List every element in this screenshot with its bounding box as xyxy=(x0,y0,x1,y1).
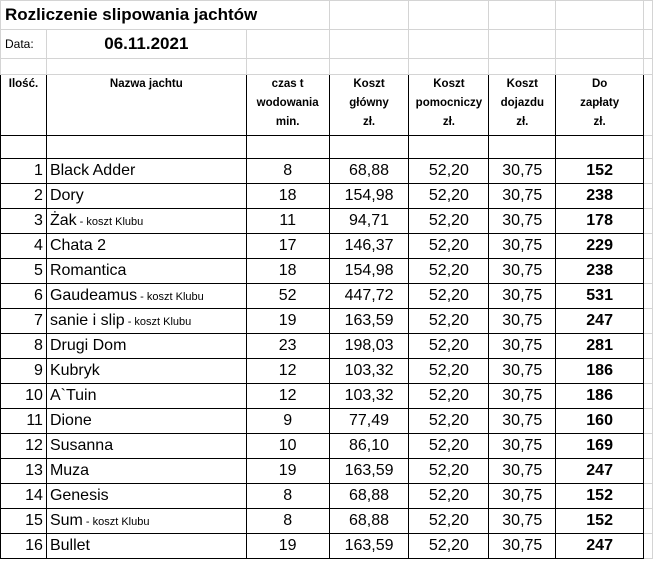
yacht-name[interactable] xyxy=(46,259,246,284)
header-main-line2: główny xyxy=(349,97,389,109)
club-cost-note: - koszt Klubu xyxy=(76,216,144,228)
aux-cost[interactable]: 52,20 xyxy=(409,384,489,409)
aux-cost[interactable]: 52,20 xyxy=(409,184,489,209)
launch-time[interactable]: 23 xyxy=(246,334,329,359)
total-to-pay[interactable]: 229 xyxy=(556,234,644,259)
yacht-name[interactable] xyxy=(46,509,246,534)
header-count[interactable]: Ilość. xyxy=(1,75,47,136)
table-row xyxy=(1,384,653,409)
yacht-name-text: Sum xyxy=(49,512,83,529)
launch-time[interactable]: 19 xyxy=(246,459,329,484)
table-row xyxy=(1,359,653,384)
travel-cost[interactable]: 30,75 xyxy=(489,309,556,334)
travel-cost[interactable]: 30,75 xyxy=(489,384,556,409)
header-time-line2: wodowania xyxy=(256,97,319,109)
main-cost[interactable]: 103,32 xyxy=(329,359,409,384)
aux-cost[interactable]: 52,20 xyxy=(409,309,489,334)
header-aux-line2: pomocniczy xyxy=(415,97,483,109)
total-to-pay[interactable]: 186 xyxy=(556,359,644,384)
row-number[interactable]: 2 xyxy=(1,184,47,209)
total-to-pay[interactable]: 238 xyxy=(556,184,644,209)
yacht-name-text: Muza xyxy=(49,462,90,479)
row-number[interactable]: 7 xyxy=(1,309,47,334)
main-cost[interactable]: 154,98 xyxy=(329,184,409,209)
main-cost[interactable]: 198,03 xyxy=(329,334,409,359)
yacht-name-text: Romantica xyxy=(49,262,127,279)
yacht-name[interactable] xyxy=(46,484,246,509)
row-number[interactable]: 14 xyxy=(1,484,47,509)
launch-time[interactable]: 18 xyxy=(246,184,329,209)
yacht-name-text: Żak xyxy=(49,212,77,229)
yacht-name-text: Dory xyxy=(49,187,84,204)
total-to-pay[interactable]: 281 xyxy=(556,334,644,359)
date-label[interactable]: Data: xyxy=(1,30,47,59)
launch-time[interactable]: 8 xyxy=(246,509,329,534)
yacht-name-text: Kubryk xyxy=(49,362,100,379)
aux-cost[interactable]: 52,20 xyxy=(409,259,489,284)
aux-cost[interactable]: 52,20 xyxy=(409,459,489,484)
row-number[interactable]: 12 xyxy=(1,434,47,459)
launch-time[interactable]: 8 xyxy=(246,159,329,184)
aux-cost[interactable]: 52,20 xyxy=(409,434,489,459)
header-main-line1: Koszt xyxy=(353,78,385,90)
yacht-name[interactable] xyxy=(46,534,246,559)
row-number[interactable]: 11 xyxy=(1,409,47,434)
main-cost[interactable]: 86,10 xyxy=(329,434,409,459)
header-main-line3: zł. xyxy=(362,116,376,128)
launch-time[interactable]: 19 xyxy=(246,309,329,334)
yacht-name-text: Susanna xyxy=(49,437,114,454)
yacht-name-text: A`Tuin xyxy=(49,387,97,404)
header-to-pay[interactable] xyxy=(556,75,644,136)
travel-cost[interactable]: 30,75 xyxy=(489,259,556,284)
header-time[interactable] xyxy=(246,75,329,136)
aux-cost[interactable]: 52,20 xyxy=(409,334,489,359)
main-cost[interactable]: 94,71 xyxy=(329,209,409,234)
header-main-cost[interactable] xyxy=(329,75,409,136)
header-name[interactable]: Nazwa jachtu xyxy=(46,75,246,136)
launch-time[interactable]: 9 xyxy=(246,409,329,434)
yacht-name[interactable] xyxy=(46,184,246,209)
travel-cost[interactable]: 30,75 xyxy=(489,184,556,209)
header-travel-line2: dojazdu xyxy=(500,97,545,109)
header-travel-line1: Koszt xyxy=(506,78,538,90)
yacht-name[interactable] xyxy=(46,209,246,234)
row-number[interactable]: 13 xyxy=(1,459,47,484)
travel-cost[interactable]: 30,75 xyxy=(489,459,556,484)
main-cost[interactable]: 163,59 xyxy=(329,534,409,559)
yacht-name-text: Chata 2 xyxy=(49,237,106,254)
aux-cost[interactable]: 52,20 xyxy=(409,409,489,434)
table-row xyxy=(1,184,653,209)
header-pay-line3: zł. xyxy=(593,116,606,128)
yacht-name[interactable] xyxy=(46,409,246,434)
row-number[interactable]: 8 xyxy=(1,334,47,359)
aux-cost[interactable]: 52,20 xyxy=(409,359,489,384)
travel-cost[interactable]: 30,75 xyxy=(489,359,556,384)
travel-cost[interactable]: 30,75 xyxy=(489,509,556,534)
yacht-name-text: Black Adder xyxy=(49,162,136,179)
launch-time[interactable]: 19 xyxy=(246,534,329,559)
launch-time[interactable]: 8 xyxy=(246,484,329,509)
launch-time[interactable]: 11 xyxy=(246,209,329,234)
travel-cost[interactable]: 30,75 xyxy=(489,409,556,434)
launch-time[interactable]: 12 xyxy=(246,359,329,384)
row-number[interactable]: 16 xyxy=(1,534,47,559)
yacht-name[interactable] xyxy=(46,384,246,409)
launch-time[interactable]: 10 xyxy=(246,434,329,459)
header-pay-line2: zapłaty xyxy=(580,97,620,109)
row-number[interactable]: 6 xyxy=(1,284,47,309)
yacht-name[interactable] xyxy=(46,284,246,309)
table-row xyxy=(1,534,653,559)
main-cost[interactable]: 154,98 xyxy=(329,259,409,284)
yacht-name-text: Drugi Dom xyxy=(49,337,127,354)
header-travel-cost[interactable] xyxy=(489,75,556,136)
row-number[interactable]: 9 xyxy=(1,359,47,384)
main-cost[interactable]: 77,49 xyxy=(329,409,409,434)
table-row xyxy=(1,509,653,534)
yacht-name-text: Gaudeamus xyxy=(49,287,138,304)
header-time-line1: czas t xyxy=(271,78,304,90)
header-pay-line1: Do xyxy=(591,78,608,90)
main-cost[interactable]: 68,88 xyxy=(329,484,409,509)
yacht-name[interactable] xyxy=(46,334,246,359)
yacht-name-text: Dione xyxy=(49,412,92,429)
yacht-name[interactable] xyxy=(46,434,246,459)
table-row xyxy=(1,259,653,284)
main-cost[interactable]: 68,88 xyxy=(329,159,409,184)
sheet-title[interactable]: Rozliczenie slipowania jachtów xyxy=(1,1,330,30)
main-cost[interactable]: 103,32 xyxy=(329,384,409,409)
table-row xyxy=(1,334,653,359)
total-to-pay[interactable]: 247 xyxy=(556,309,644,334)
yacht-name[interactable] xyxy=(46,459,246,484)
aux-cost[interactable]: 52,20 xyxy=(409,484,489,509)
travel-cost[interactable]: 30,75 xyxy=(489,159,556,184)
yacht-name[interactable] xyxy=(46,309,246,334)
main-cost[interactable]: 447,72 xyxy=(329,284,409,309)
aux-cost[interactable]: 52,20 xyxy=(409,209,489,234)
travel-cost[interactable]: 30,75 xyxy=(489,534,556,559)
yacht-name[interactable] xyxy=(46,359,246,384)
table-row xyxy=(1,409,653,434)
travel-cost[interactable]: 30,75 xyxy=(489,334,556,359)
yacht-name-text: Bullet xyxy=(49,537,90,554)
table-row xyxy=(1,284,653,309)
yacht-name[interactable] xyxy=(46,159,246,184)
main-cost[interactable]: 146,37 xyxy=(329,234,409,259)
aux-cost[interactable]: 52,20 xyxy=(409,534,489,559)
club-cost-note: - koszt Klubu xyxy=(124,316,192,328)
date-value[interactable]: 06.11.2021 xyxy=(46,30,246,59)
total-to-pay[interactable]: 238 xyxy=(556,259,644,284)
travel-cost[interactable]: 30,75 xyxy=(489,284,556,309)
total-to-pay[interactable]: 152 xyxy=(556,484,644,509)
travel-cost[interactable]: 30,75 xyxy=(489,234,556,259)
total-to-pay[interactable]: 160 xyxy=(556,409,644,434)
club-cost-note: - koszt Klubu xyxy=(137,291,204,303)
launch-time[interactable]: 12 xyxy=(246,384,329,409)
launch-time[interactable]: 18 xyxy=(246,259,329,284)
club-cost-note: - koszt Klubu xyxy=(82,516,150,528)
launch-time[interactable]: 52 xyxy=(246,284,329,309)
row-number[interactable]: 3 xyxy=(1,209,47,234)
aux-cost[interactable]: 52,20 xyxy=(409,234,489,259)
table-row xyxy=(1,159,653,184)
travel-cost[interactable]: 30,75 xyxy=(489,484,556,509)
total-to-pay[interactable]: 247 xyxy=(556,459,644,484)
table-row xyxy=(1,434,653,459)
total-to-pay[interactable]: 186 xyxy=(556,384,644,409)
header-aux-line3: zł. xyxy=(442,116,455,128)
travel-cost[interactable]: 30,75 xyxy=(489,434,556,459)
row-number[interactable]: 15 xyxy=(1,509,47,534)
total-to-pay[interactable]: 152 xyxy=(556,509,644,534)
yacht-name[interactable] xyxy=(46,234,246,259)
yacht-name-text: sanie i slip xyxy=(49,312,125,329)
header-aux-line1: Koszt xyxy=(433,78,465,90)
header-aux-cost[interactable] xyxy=(409,75,489,136)
main-cost[interactable]: 163,59 xyxy=(329,309,409,334)
table-row xyxy=(1,309,653,334)
travel-cost[interactable]: 30,75 xyxy=(489,209,556,234)
aux-cost[interactable]: 52,20 xyxy=(409,509,489,534)
aux-cost[interactable]: 52,20 xyxy=(409,284,489,309)
row-number[interactable]: 5 xyxy=(1,259,47,284)
header-travel-line3: zł. xyxy=(516,116,529,128)
yacht-name-text: Genesis xyxy=(49,487,109,504)
row-number[interactable]: 10 xyxy=(1,384,47,409)
total-to-pay[interactable]: 178 xyxy=(556,209,644,234)
row-number[interactable]: 1 xyxy=(1,159,47,184)
launch-time[interactable]: 17 xyxy=(246,234,329,259)
row-number[interactable]: 4 xyxy=(1,234,47,259)
header-time-line3: min. xyxy=(275,116,300,128)
table-row xyxy=(1,234,653,259)
total-to-pay[interactable]: 152 xyxy=(556,159,644,184)
main-cost[interactable]: 163,59 xyxy=(329,459,409,484)
table-row xyxy=(1,209,653,234)
table-row xyxy=(1,484,653,509)
main-cost[interactable]: 68,88 xyxy=(329,509,409,534)
table-row xyxy=(1,459,653,484)
total-to-pay[interactable]: 531 xyxy=(556,284,644,309)
total-to-pay[interactable]: 169 xyxy=(556,434,644,459)
aux-cost[interactable]: 52,20 xyxy=(409,159,489,184)
total-to-pay[interactable]: 247 xyxy=(556,534,644,559)
